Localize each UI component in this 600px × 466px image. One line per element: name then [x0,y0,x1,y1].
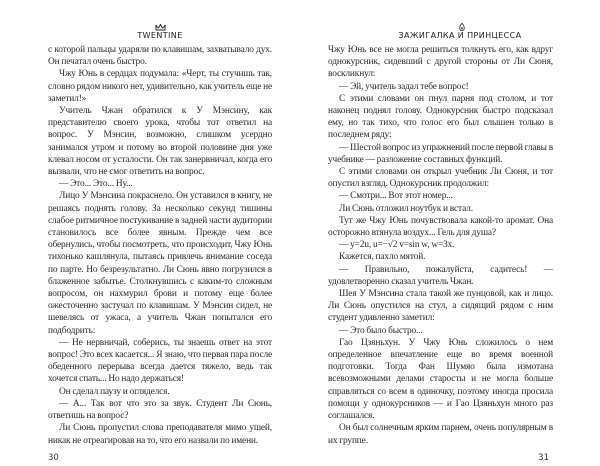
paragraph: Чжу Юнь все не могла решиться толкнуть его, как вдруг однокурсник, сидевший с другой стороны от Ли Сюня, воскликнул: [328,45,553,80]
paragraph: Учитель Чжан обратился к У Мэнсину, как представителю своего урока, чтобы тот ответил на вопрос. У Мэнсин, возможно, слишком усердно занимался утром и потому во второй половине дня уже клевал носом от усталости. Он так занервничал, когда его вызвали, что не смог ответить на вопрос. [48,106,272,178]
body-text-right [328,44,553,447]
paragraph: Он был солнечным ярким парнем, очень популярным в их группе. [328,423,553,446]
paragraph: Тут же Чжу Юнь почувствовала какой-то аромат. Она осторожно втянула воздух... Гель для душа? [328,215,553,239]
paragraph: С этими словами он открыл учебник Ли Сюня, и тот опустил взгляд. Однокурсник продолжил: [328,167,553,190]
text-flow-left [48,44,272,464]
right-page [300,0,600,466]
paragraph: — Смотри... Вот этот номер... [339,191,453,202]
paragraph: — Правильно, пожалуйста, садитесь! — удовлетворенно сказал учитель Чжан. [328,264,553,287]
paragraph: — Это было быстро... [339,325,423,336]
paragraph: — Не нервничай, соберись, ты знаешь ответ на этот вопрос! Это всех касается... Я знаю, что первая пара после обеденного перерыва всегда дается тяжело, ведь так хочется спать... Но надо держаться! [48,337,272,385]
paragraph: Ли Сюнь отложил ноутбук и встал. [339,203,473,214]
flame-icon [459,23,465,31]
paragraph: Он сделал паузу и огляделся. [59,386,170,397]
paragraph: Шея У Мэнсина стала такой же пунцовой, как и лицо. Ли Сюнь опустился на стул, а сидящий рядом с ним студент удивленно заметил: [328,289,553,324]
running-header-title: TWENTINE [137,31,183,40]
paragraph: Лицо У Мэнсина покраснело. Он уставился в книгу, не решаясь поднять голову. За несколько секунд тишины слабое ритмичное постукивание в задней части аудитории становилось все более явным. Прежде чем все обернулись, чтобы посмотреть, что происходит, Чжу Юнь тихонько кашлянула, пытаясь привлечь внимание соседа по парте. Но безрезультатно. Ли Сюнь явно погрузился в блаженное забытье. Столкнувшись с каким-то сложным вопросом, он нахмурил брови и потому еще более ожесточенно застучал по клавишам. У Мэнсин сидел, не шевелясь от ужаса, а учитель Чжан попытался его подбодрить: [48,191,272,336]
running-header-right [350,31,570,41]
paragraph: С этими словами он пнул парня под столом, и тот наконец поднял голову. Однокурсник быстро подсказал ему, но так тихо, что голос его был слышен только в последнем ряду: [328,93,553,141]
paragraph: — Эй, учитель задал тебе вопрос! [339,81,469,92]
crown-icon [155,24,166,31]
body-text-left [48,44,272,447]
paragraph: — Шестой вопрос из упражнений после первой главы в учебнике — разложение составных функций. [328,142,553,165]
text-flow-right [328,44,553,464]
paragraph: — y=2u, u=−√2 v=sin w, w=3x. [339,240,455,251]
paragraph: Гао Цзяньхун. У Чжу Юнь сложилось о нем определенное впечатление еще во время военной подготовки. Тогда Фан Шумяо была измотана всевозможными делами старосты и не могла больше справляться со всем в одиночку, поэтому иногда просила помощи у однокурсников — и Гао Цзяньхун много раз соглашался. [328,337,553,422]
paragraph: Ли Сюнь пропустил слова преподавателя мимо ушей, никак не отреагировав на то, что его назвали по имени. [48,423,272,446]
paragraph: Кажется, пахло мятой. [339,252,426,263]
running-header-left [110,24,210,41]
paragraph: — Это... Это... Ну... [59,179,133,190]
page-number-left: 30 [48,452,59,463]
page-number-right: 31 [538,452,549,463]
running-header-title: ЗАЖИГАЛКА И ПРИНЦЕССА [398,31,522,40]
paragraph: Чжу Юнь в сердцах подумала: «Черт, ты стучишь так, словно рядом никого нет, удивительно, как учитель еще не заметил!» [48,69,272,104]
paragraph: — А... Так вот что это за звук. Студент Ли Сюнь, ответишь на вопрос? [48,398,272,422]
paragraph: с которой пальцы ударяли по клавишам, захватывало дух. Он печатал очень быстро. [48,45,272,68]
